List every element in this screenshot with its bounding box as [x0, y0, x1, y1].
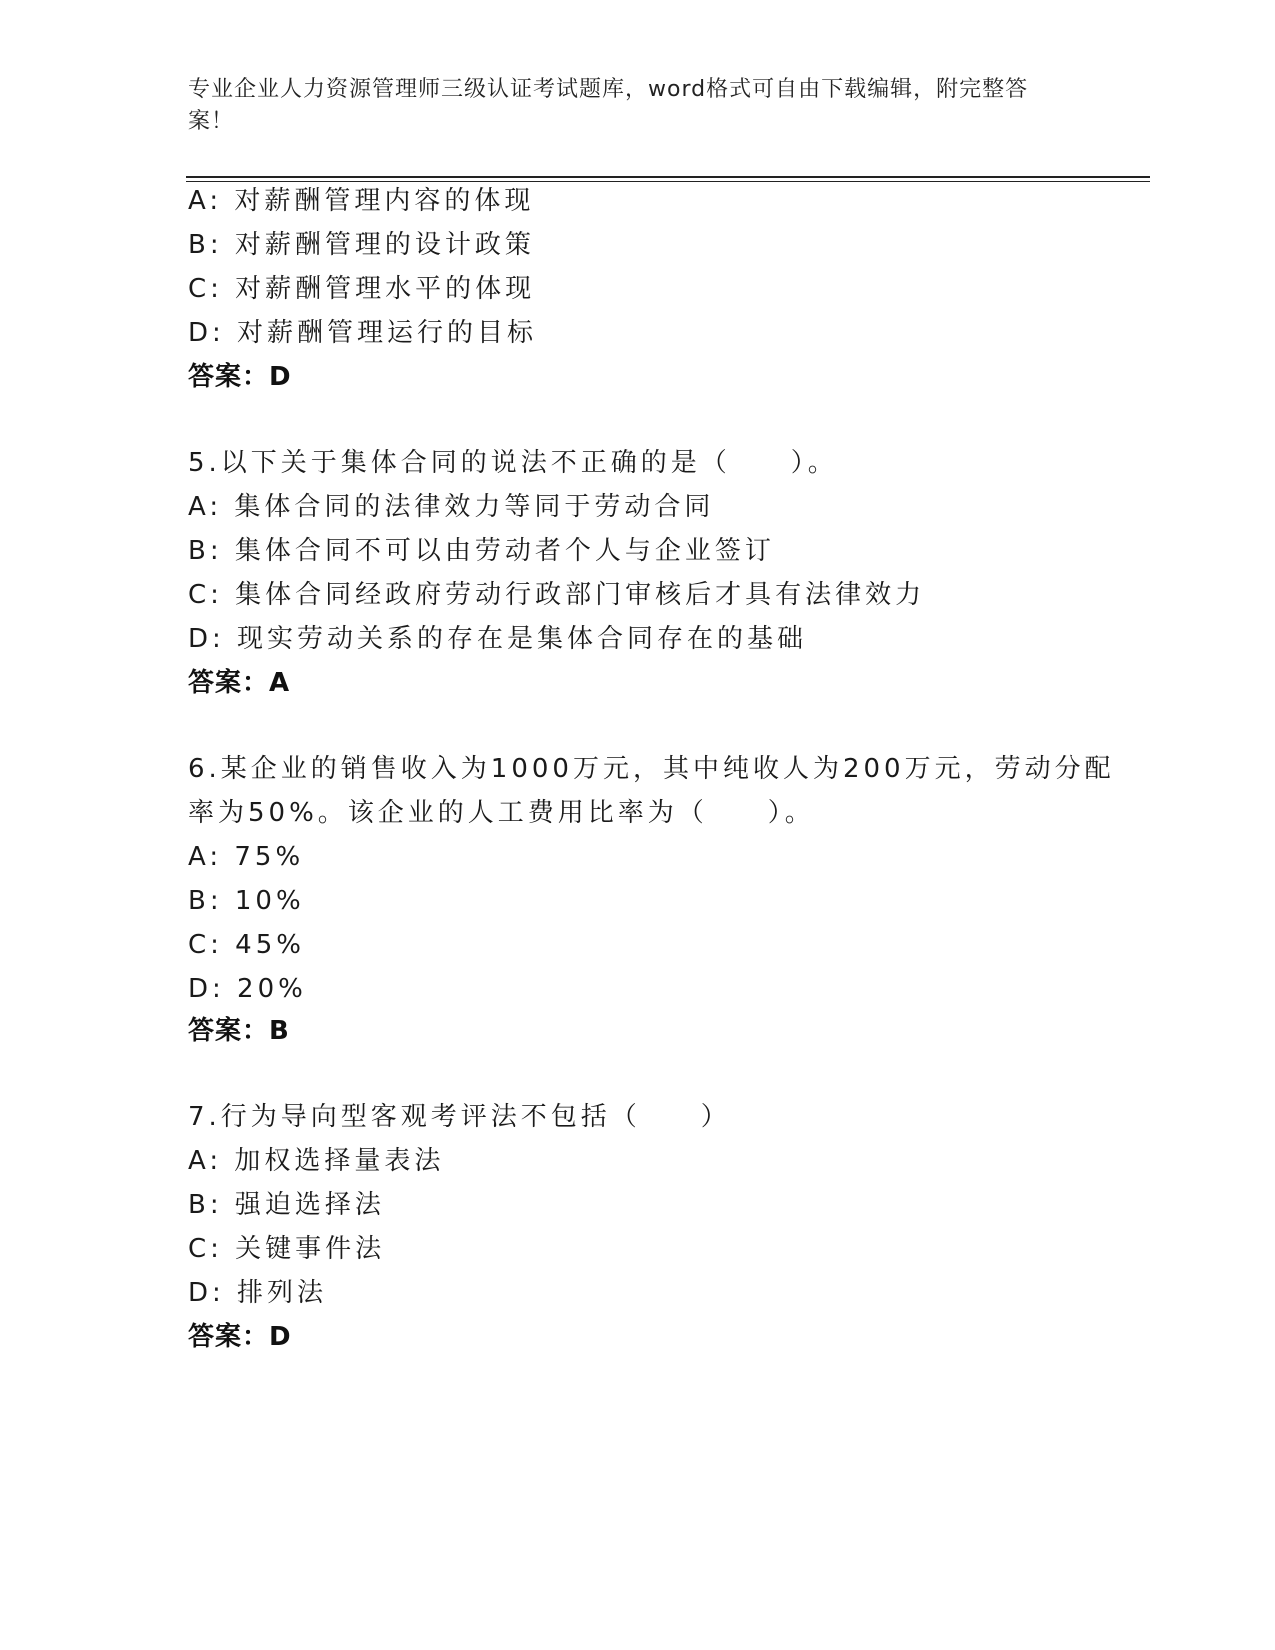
- q7-option-c: C: 关键事件法: [188, 1234, 386, 1264]
- q5-option-d: D: 现实劳动关系的存在是集体合同存在的基础: [188, 624, 808, 654]
- q7-option-a: A: 加权选择量表法: [188, 1146, 445, 1176]
- document-header: 专业企业人力资源管理师三级认证考试题库，word格式可自由下载编辑，附完整答案！: [188, 77, 1029, 134]
- q5-option-c: C: 集体合同经政府劳动行政部门审核后才具有法律效力: [188, 580, 926, 610]
- q5-option-a: A: 集体合同的法律效力等同于劳动合同: [188, 492, 715, 522]
- q6-option-b: B: 10%: [188, 886, 305, 916]
- q6-option-c: C: 45%: [188, 930, 305, 960]
- q4-option-a: A: 对薪酬管理内容的体现: [188, 186, 535, 216]
- q5-option-b: B: 集体合同不可以由劳动者个人与企业签订: [188, 536, 775, 566]
- q4-option-d: D: 对薪酬管理运行的目标: [188, 318, 538, 348]
- q6-option-a: A: 75%: [188, 842, 305, 872]
- q6-option-d: D: 20%: [188, 974, 307, 1004]
- q7-answer: 答案：D: [188, 1322, 292, 1352]
- q7-option-b: B: 强迫选择法: [188, 1190, 385, 1220]
- q4-answer: 答案：D: [188, 362, 292, 392]
- q5-answer: 答案：A: [188, 668, 291, 698]
- q4-option-c: C: 对薪酬管理水平的体现: [188, 274, 536, 304]
- q4-option-b: B: 对薪酬管理的设计政策: [188, 230, 535, 260]
- q7-stem: 7.行为导向型客观考评法不包括（ ）: [188, 1102, 731, 1132]
- q6-answer: 答案：B: [188, 1016, 290, 1046]
- header-divider-thin: [186, 181, 1150, 182]
- q7-option-d: D: 排列法: [188, 1278, 328, 1308]
- q6-stem-line2: 率为50%。该企业的人工费用比率为（ ）。: [188, 798, 815, 828]
- q5-stem: 5.以下关于集体合同的说法不正确的是（ ）。: [188, 448, 838, 478]
- q6-stem-line1: 6.某企业的销售收入为1000万元，其中纯收人为200万元，劳动分配: [188, 754, 1115, 784]
- header-divider-thick: [186, 176, 1150, 178]
